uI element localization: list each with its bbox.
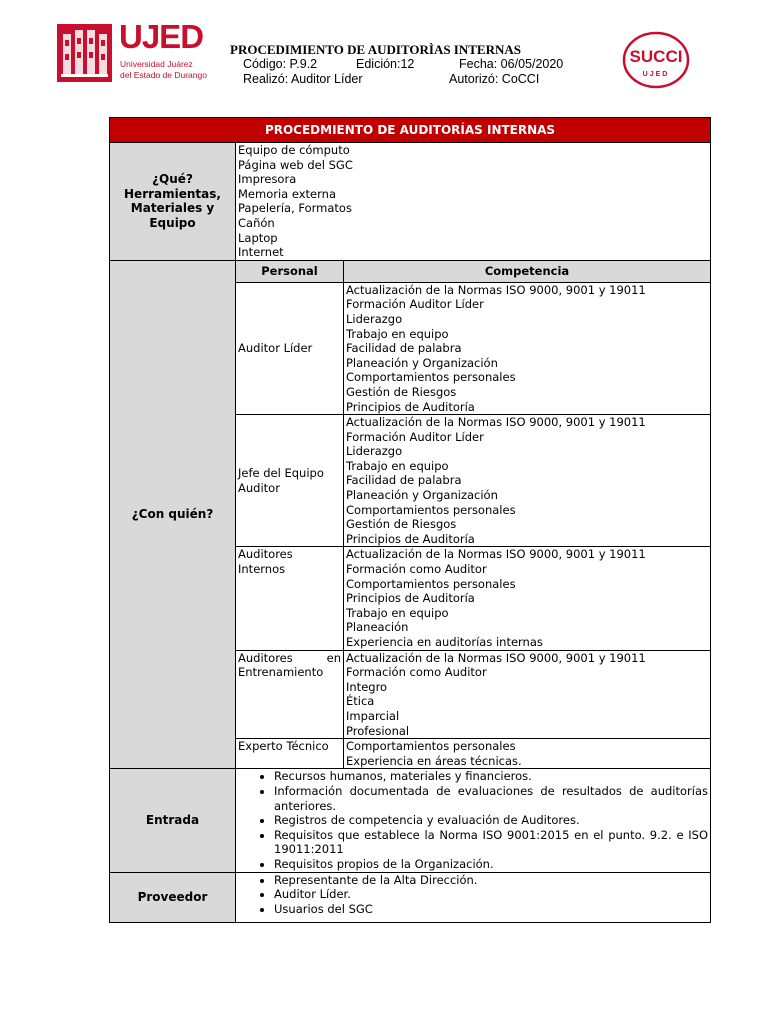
list-item: Equipo de cómputo xyxy=(238,143,350,157)
list-item: • Representante de la Alta Dirección. xyxy=(274,873,708,888)
personal-cell: Auditor Líder xyxy=(236,282,344,414)
autorizo-label: Autorizó: CoCCI xyxy=(449,72,540,86)
ujed-logo-subtitle: Universidad Juárez del Estado de Durango xyxy=(120,59,207,80)
personal-cell: Jefe del Equipo Auditor xyxy=(236,415,344,547)
entrada-items xyxy=(236,769,711,872)
fecha-label: Fecha: 06/05/2020 xyxy=(459,57,564,71)
competencia-cell: Actualización de la Normas ISO 9000, 9001 y 19011 Formación como Auditor Comportamientos personales Principios de Auditoría Trabajo en equipo Planeación Experiencia en auditorías internas xyxy=(344,547,711,650)
competencia-cell: Actualización de la Normas ISO 9000, 9001 y 19011 Formación Auditor Líder Liderazgo Trabajo en equipo Facilidad de palabra Planeación y Organización Comportamientos personales Gestión de Riesgos Principios de Auditoría xyxy=(344,415,711,547)
competencia-cell: Comportamientos personales Experiencia en áreas técnicas. xyxy=(344,739,711,769)
codigo-label: Código: P.9.2 xyxy=(243,57,318,71)
procedure-table xyxy=(109,117,710,923)
list-item: • Información documentada de evaluaciones de resultados de auditorías anteriores. xyxy=(274,784,708,813)
realizo-label: Realizó: Auditor Líder xyxy=(243,72,363,86)
list-item: • Requisitos que establece la Norma ISO 9001:2015 en el punto. 9.2. e ISO 19011:2011 xyxy=(274,828,708,857)
list-item: • Usuarios del SGC xyxy=(274,902,708,917)
table-title: PROCEDMIENTO DE AUDITORÍAS INTERNAS xyxy=(110,118,711,143)
list-item: Laptop xyxy=(238,230,278,245)
que-items xyxy=(236,143,711,261)
list-item: Impresora xyxy=(238,172,297,187)
proveedor-label: Proveedor xyxy=(110,872,236,923)
succi-logo xyxy=(622,30,690,90)
list-item: Memoria externa xyxy=(238,186,336,201)
list-item: Página web del SGC xyxy=(238,157,353,172)
list-item: • Recursos humanos, materiales y financieros. xyxy=(274,769,708,784)
list-item: Papelería, Formatos xyxy=(238,201,352,216)
col-competencia-header: Competencia xyxy=(344,260,711,282)
ujed-logo-word: UJED xyxy=(119,18,204,55)
list-item: Internet xyxy=(238,245,284,260)
col-personal-header: Personal xyxy=(236,260,344,282)
competencia-cell: Actualización de la Normas ISO 9000, 9001 y 19011 Formación como Auditor Integro Ética Imparcial Profesional xyxy=(344,650,711,739)
proveedor-items xyxy=(236,872,711,923)
list-item: Cañón xyxy=(238,215,275,230)
succi-logo-sub: UJED xyxy=(642,71,670,78)
document-title: PROCEDIMIENTO DE AUDITORÌAS INTERNAS xyxy=(230,42,521,57)
succi-logo-word: SUCCI xyxy=(629,47,683,66)
personal-cell: Auditores Internos xyxy=(236,547,344,650)
personal-cell: Experto Técnico xyxy=(236,739,344,769)
list-item: • Auditor Líder. xyxy=(274,887,708,902)
con-quien-label: ¿Con quién? xyxy=(110,260,236,769)
competencia-cell: Actualización de la Normas ISO 9000, 9001 y 19011 Formación Auditor Líder Liderazgo Trabajo en equipo Facilidad de palabra Planeación y Organización Comportamientos personales Gestión de Riesgos Principios de Auditoría xyxy=(344,282,711,414)
personal-cell: Auditores en Entrenamiento xyxy=(236,650,344,739)
list-item: • Requisitos propios de la Organización. xyxy=(274,857,708,872)
list-item: • Registros de competencia y evaluación de Auditores. xyxy=(274,813,708,828)
ujed-emblem-icon xyxy=(57,24,112,82)
ujed-logo xyxy=(57,18,207,84)
entrada-label: Entrada xyxy=(110,769,236,872)
que-label: ¿Qué? Herramientas, Materiales y Equipo xyxy=(110,143,236,261)
edicion-label: Edición:12 xyxy=(356,57,415,71)
